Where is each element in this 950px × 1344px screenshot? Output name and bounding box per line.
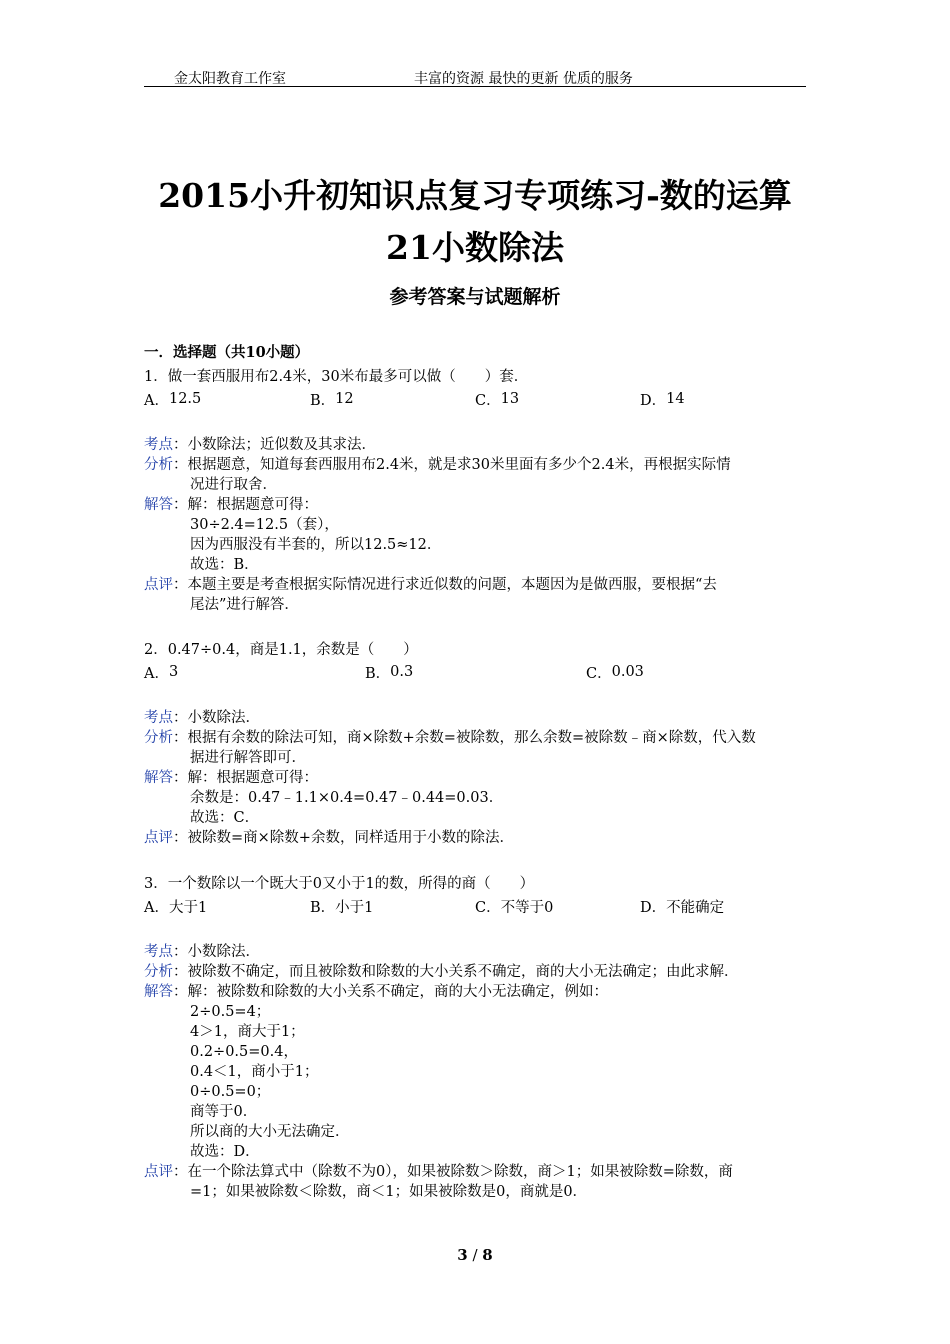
q1-option-b: B．12 bbox=[310, 391, 354, 409]
q1-jieda-line3: 因为西服没有半套的，所以12.5≈12． bbox=[190, 537, 442, 553]
header-slogan: 丰富的资源 最快的更新 优质的服务 bbox=[414, 71, 633, 87]
q1-stem: 1．做一套西服用布2.4米，30米布最多可以做（ ）套． bbox=[144, 369, 529, 385]
q1-jieda: 解答：解：根据题意可得： bbox=[144, 497, 318, 513]
q1-fenxi-line2: 况进行取舍． bbox=[190, 477, 277, 493]
page-title-line1: 2015小升初知识点复习专项练习-数的运算 bbox=[158, 176, 792, 215]
q3-jieda-line2: 2÷0.5=4； bbox=[190, 1004, 271, 1020]
q1-option-a: A．12.5 bbox=[144, 391, 202, 409]
header-rule bbox=[144, 86, 806, 87]
q2-jieda-line2: 余数是：0.47﹣1.1×0.4=0.47﹣0.44=0.03． bbox=[190, 790, 504, 806]
q3-jieda-line8: 所以商的大小无法确定． bbox=[190, 1124, 350, 1140]
q1-dianping-line2: 尾法”进行解答． bbox=[190, 597, 299, 613]
q3-fenxi: 分析：被除数不确定，而且被除数和除数的大小关系不确定，商的大小无法确定；由此求解． bbox=[144, 964, 739, 980]
q2-stem: 2．0.47÷0.4，商是1.1，余数是（ ） bbox=[144, 642, 418, 658]
q2-kaodian: 考点：小数除法． bbox=[144, 710, 260, 726]
q3-option-a: A．大于1 bbox=[144, 900, 208, 916]
q3-jieda-line7: 商等于0． bbox=[190, 1104, 258, 1120]
q2-option-c: C．0.03 bbox=[586, 664, 644, 682]
q3-option-d: D．不能确定 bbox=[640, 900, 725, 916]
page-number: 3 / 8 bbox=[457, 1246, 493, 1264]
q3-dianping: 点评：在一个除法算式中（除数不为0），如果被除数＞除数，商＞1；如果被除数=除数，商 bbox=[144, 1164, 733, 1180]
q3-jieda-line3: 4＞1，商大于1； bbox=[190, 1024, 305, 1040]
q3-jieda-line4: 0.2÷0.5=0.4， bbox=[190, 1044, 298, 1060]
q3-jieda: 解答：解：被除数和除数的大小关系不确定，商的大小无法确定，例如： bbox=[144, 984, 608, 1000]
q1-option-d: D．14 bbox=[640, 391, 685, 409]
page-subtitle: 参考答案与试题解析 bbox=[389, 286, 561, 308]
q3-dianping-line2: =1；如果被除数＜除数，商＜1；如果被除数是0，商就是0． bbox=[190, 1184, 588, 1200]
q3-option-c: C．不等于0 bbox=[475, 900, 554, 916]
q3-stem: 3．一个数除以一个既大于0又小于1的数，所得的商（ ） bbox=[144, 876, 535, 892]
q1-kaodian: 考点：小数除法；近似数及其求法． bbox=[144, 437, 376, 453]
q2-jieda: 解答：解：根据题意可得： bbox=[144, 770, 318, 786]
q2-option-a: A．3 bbox=[144, 664, 179, 682]
q3-kaodian: 考点：小数除法． bbox=[144, 944, 260, 960]
header-studio: 金太阳教育工作室 bbox=[174, 71, 286, 87]
section-heading: 一．选择题（共10小题） bbox=[144, 344, 310, 361]
q1-jieda-line4: 故选：B． bbox=[190, 557, 259, 573]
q1-fenxi: 分析：根据题意，知道每套西服用布2.4米，就是求30米里面有多少个2.4米，再根据实际情 bbox=[144, 457, 731, 473]
q2-jieda-line3: 故选：C． bbox=[190, 810, 260, 826]
q2-option-b: B．0.3 bbox=[365, 664, 414, 682]
q1-jieda-line2: 30÷2.4=12.5（套）， bbox=[190, 517, 339, 533]
q2-fenxi: 分析：根据有余数的除法可知，商×除数+余数=被除数，那么余数=被除数﹣商×除数，代入数 bbox=[144, 730, 756, 746]
q1-option-c: C．13 bbox=[475, 391, 520, 409]
q3-jieda-line6: 0÷0.5=0； bbox=[190, 1084, 271, 1100]
q3-jieda-line9: 故选：D． bbox=[190, 1144, 260, 1160]
page-title-line2: 21小数除法 bbox=[386, 228, 564, 267]
q2-fenxi-line2: 据进行解答即可． bbox=[190, 750, 306, 766]
q3-jieda-line5: 0.4＜1，商小于1； bbox=[190, 1064, 319, 1080]
q1-dianping: 点评：本题主要是考查根据实际情况进行求近似数的问题，本题因为是做西服，要根据“去 bbox=[144, 577, 717, 593]
q3-option-b: B．小于1 bbox=[310, 900, 374, 916]
q2-dianping: 点评：被除数=商×除数+余数，同样适用于小数的除法． bbox=[144, 830, 514, 846]
